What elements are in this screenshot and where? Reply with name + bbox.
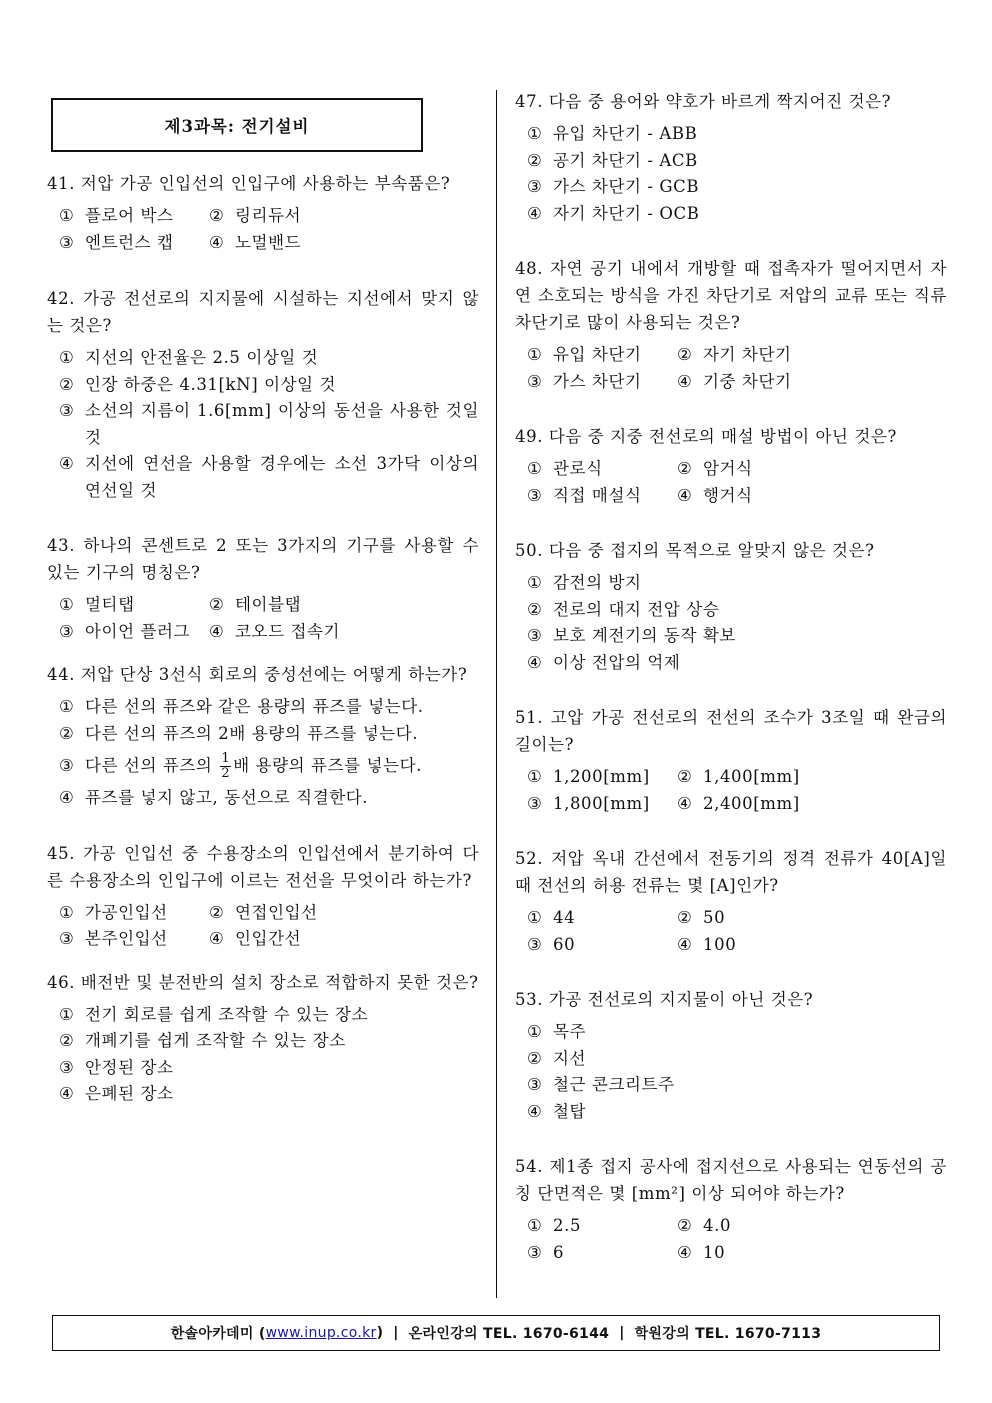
option-4[interactable]: ④ 기중 차단기 [677,371,792,391]
question-46 [47,969,479,1108]
option-4[interactable]: ④ 이상 전압의 억제 [527,652,681,672]
footer-online-phone: 온라인강의 TEL. 1670-6144 [408,1326,610,1342]
option-2[interactable]: ② 전로의 대지 전압 상승 [527,599,720,619]
question-45 [47,840,479,953]
question-53 [515,986,947,1125]
option-4[interactable]: ④ 10 [677,1242,726,1262]
question-43 [47,532,479,645]
question-stem: 50. 다음 중 접지의 목적으로 알맞지 않은 것은? [515,541,875,560]
option-2[interactable]: ② 1,400[mm] [677,767,800,786]
right-column [515,88,947,1266]
footer-separator: | [393,1325,399,1341]
option-1[interactable]: ① 관로식 [527,459,603,478]
option-3[interactable]: ③ 가스 차단기 [527,371,642,391]
option-1[interactable]: ① 감전의 방지 [527,573,642,592]
option-3[interactable]: ③ 60 [527,934,576,954]
option-2[interactable]: ② 링리듀서 [209,206,302,225]
option-1[interactable]: ① 유입 차단기 [527,345,642,364]
option-1[interactable]: ① 목주 [527,1022,587,1041]
question-stem: 41. 저압 가공 인입선의 인입구에 사용하는 부속품은? [47,174,451,193]
footer-academy-close: ) [376,1325,384,1341]
question-stem: 48. 자연 공기 내에서 개방할 때 접촉자가 떨어지면서 자연 소호되는 방식을 가진 차단기로 저압의 교류 또는 직류 차단기로 많이 사용되는 것은? [515,259,947,332]
option-1[interactable]: ① 유입 차단기 - ABB [527,124,698,143]
option-3[interactable]: ③ 엔트런스 캡 [59,232,174,252]
option-4[interactable]: ④ 은폐된 장소 [59,1084,174,1103]
option-3[interactable]: ③ 가스 차단기 - GCB [527,177,700,196]
question-stem: 49. 다음 중 지중 전선로의 매설 방법이 아닌 것은? [515,427,897,446]
option-1[interactable]: ① 플로어 박스 [59,206,174,225]
option-4[interactable]: ④ 노멀밴드 [209,232,302,252]
option-3[interactable]: ③ 6 [527,1242,565,1262]
option-1[interactable]: ① 가공인입선 [59,902,168,922]
footer-website-link[interactable]: www.inup.co.kr [265,1325,377,1341]
option-1[interactable]: ① 2.5 [527,1216,582,1235]
option-2[interactable]: ② 다른 선의 퓨즈의 2배 용량의 퓨즈를 넣는다. [59,723,419,743]
question-44 [47,661,479,812]
option-4[interactable]: ④ 100 [677,934,737,954]
option-1[interactable]: ① 전기 회로를 쉽게 조작할 수 있는 장소 [59,1004,369,1024]
option-4[interactable]: ④ 자기 차단기 - OCB [527,203,700,223]
footer-offline-phone: 학원강의 TEL. 1670-7113 [634,1326,822,1342]
footer-bar [52,1315,940,1351]
option-2[interactable]: ② 자기 차단기 [677,345,792,364]
option-3[interactable]: ③ 다른 선의 퓨즈의 $\frac{1}{2}$ 배 용량의 퓨즈를 넣는다. [59,751,422,781]
section-title: 제3과목: 전기설비 [51,98,423,152]
option-3[interactable]: ③ 소선의 지름이 1.6[mm] 이상의 동선을 사용한 것일 것 [59,401,479,447]
question-54 [515,1153,947,1266]
option-4[interactable]: ④ 퓨즈를 넣지 않고, 동선으로 직결한다. [59,788,369,807]
footer-separator: | [619,1325,625,1341]
question-stem: 51. 고압 가공 전선로의 전선의 조수가 3조일 때 완금의 길이는? [515,708,947,754]
question-stem: 42. 가공 전선로의 지지물에 시설하는 지선에서 맞지 않는 것은? [47,289,479,335]
option-4[interactable]: ④ 행거식 [677,485,753,505]
option-3[interactable]: ③ 본주인입선 [59,929,168,948]
option-2[interactable]: ② 4.0 [677,1216,732,1235]
question-50 [515,537,947,676]
option-2[interactable]: ② 암거식 [677,459,753,478]
option-3[interactable]: ③ 안정된 장소 [59,1057,174,1077]
option-4[interactable]: ④ 철탑 [527,1101,587,1121]
option-3[interactable]: ③ 아이언 플러그 [59,621,191,641]
question-stem: 52. 저압 옥내 간선에서 전동기의 정격 전류가 40[A]일 때 전선의 허용 전류는 몇 [A]인가? [515,849,947,895]
option-4[interactable]: ④ 코오드 접속기 [209,621,341,641]
option-1[interactable]: ① 다른 선의 퓨즈와 같은 용량의 퓨즈를 넣는다. [59,697,424,716]
option-2[interactable]: ② 연접인입선 [209,902,318,922]
question-stem: 53. 가공 전선로의 지지물이 아닌 것은? [515,990,814,1009]
option-4[interactable]: ④ 인입간선 [209,929,302,948]
question-stem: 43. 하나의 콘센트로 2 또는 3가지의 기구를 사용할 수 있는 기구의 명칭은? [47,536,479,582]
option-3[interactable]: ③ 1,800[mm] [527,793,650,813]
left-column [47,170,479,1108]
option-2[interactable]: ② 공기 차단기 - ACB [527,150,698,170]
question-42 [47,285,479,504]
question-stem: 44. 저압 단상 3선식 회로의 중성선에는 어떻게 하는가? [47,665,468,684]
question-stem: 46. 배전반 및 분전반의 설치 장소로 적합하지 못한 것은? [47,972,479,992]
option-2[interactable]: ② 지선 [527,1048,587,1068]
question-48 [515,255,947,395]
option-2[interactable]: ② 개폐기를 쉽게 조작할 수 있는 장소 [59,1031,346,1050]
question-41 [47,170,479,256]
question-stem: 54. 제1종 접지 공사에 접지선으로 사용되는 연동선의 공칭 단면적은 몇 [mm²] 이상 되어야 하는가? [515,1157,947,1203]
question-stem: 47. 다음 중 용어와 약호가 바르게 짝지어진 것은? [515,92,892,111]
option-2[interactable]: ② 테이블탭 [209,595,302,614]
option-2[interactable]: ② 50 [677,908,726,927]
option-2[interactable]: ② 인장 하중은 4.31[kN] 이상일 것 [59,374,337,394]
option-1[interactable]: ① 44 [527,908,576,927]
option-1[interactable]: ① 지선의 안전율은 2.5 이상일 것 [59,348,319,367]
option-4[interactable]: ④ 지선에 연선을 사용할 경우에는 소선 3가닥 이상의 연선일 것 [59,454,479,500]
option-4[interactable]: ④ 2,400[mm] [677,793,800,813]
fraction-one-half: $\frac{1}{2}$ [221,751,231,781]
footer-academy: 한솔아카데미 ( [170,1326,266,1342]
question-52 [515,845,947,958]
option-1[interactable]: ① 멀티탭 [59,595,135,614]
option-3[interactable]: ③ 직접 매설식 [527,485,642,505]
question-stem: 45. 가공 인입선 중 수용장소의 인입선에서 분기하여 다른 수용장소의 인입구에 이르는 전선을 무엇이라 하는가? [47,843,479,890]
question-47 [515,88,947,227]
column-divider [496,90,497,1298]
option-1[interactable]: ① 1,200[mm] [527,767,650,786]
question-49 [515,423,947,509]
option-3[interactable]: ③ 보호 계전기의 동작 확보 [527,626,736,645]
question-51 [515,704,947,817]
option-3[interactable]: ③ 철근 콘크리트주 [527,1075,675,1094]
